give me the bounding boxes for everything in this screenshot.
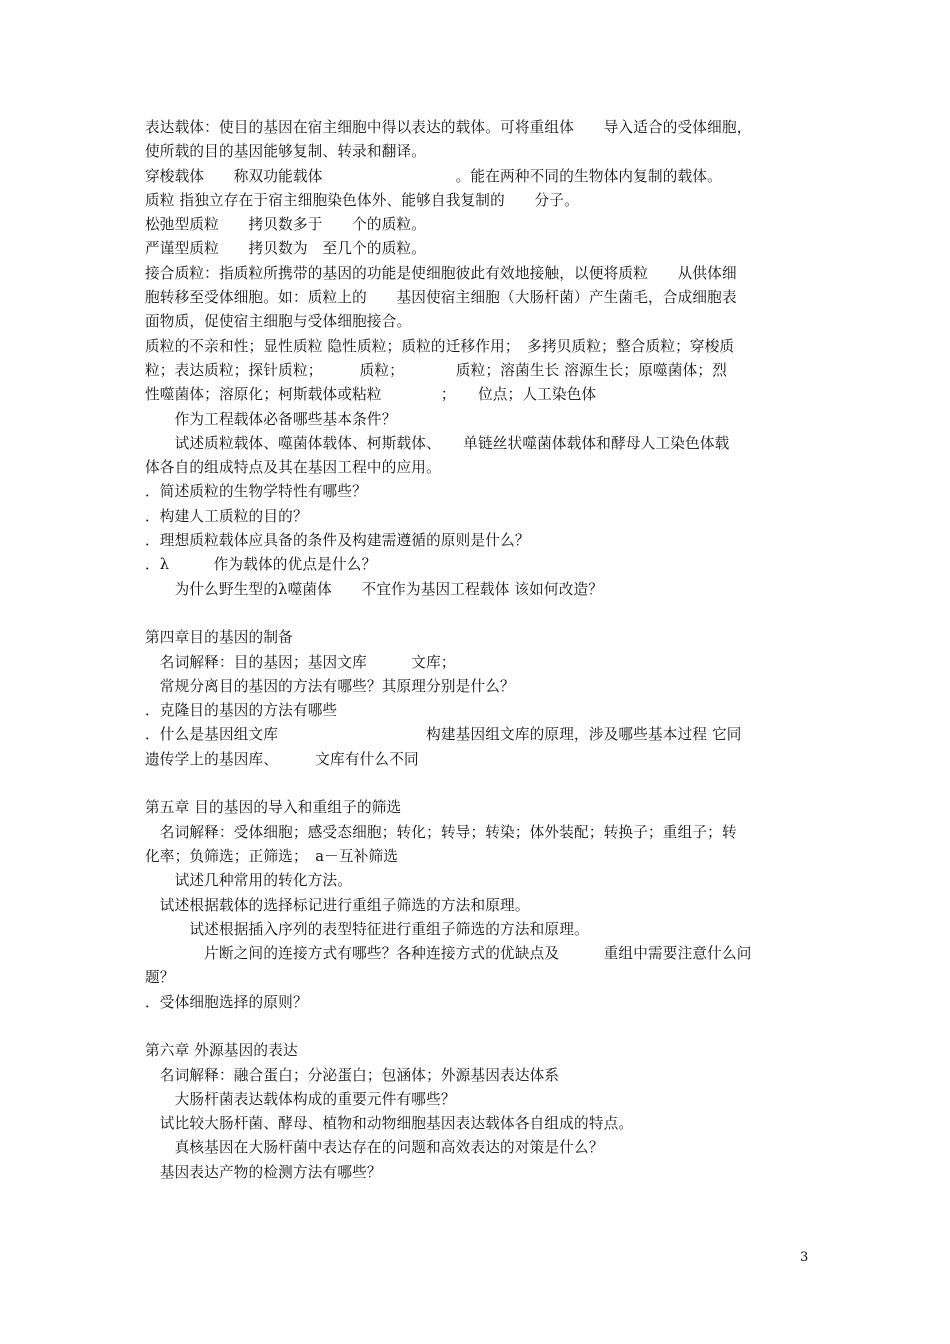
question-line: ．构建人工质粒的目的？ <box>145 507 308 525</box>
question-line: 名词解释：融合蛋白；分泌蛋白；包涵体；外源基因表达体系 <box>145 1066 560 1084</box>
question-line: 真核基因在大肠杆菌中表达存在的问题和高效表达的对策是什么？ <box>145 1139 604 1157</box>
text-line: 胞转移至受体细胞。如：质粒上的 基因使宿主细胞（大肠杆菌）产生菌毛，合成细胞表 <box>145 289 737 307</box>
question-line: 试述根据载体的选择标记进行重组子筛选的方法和原理。 <box>145 896 530 914</box>
blank-line <box>145 1015 810 1039</box>
page-number: 3 <box>800 1250 809 1265</box>
chapter-heading-4: 第四章目的基因的制备 <box>145 629 293 647</box>
question-line: 题？ <box>145 969 175 987</box>
question-line: 试述几种常用的转化方法。 <box>145 872 353 890</box>
question-line: 试述根据插入序列的表型特征进行重组子筛选的方法和原理。 <box>145 920 589 938</box>
question-line: 体各自的组成特点及其在基因工程中的应用。 <box>145 459 441 477</box>
question-line: ．什么是基因组文库 构建基因组文库的原理，涉及哪些基本过程 它同 <box>145 726 742 744</box>
blank-line <box>145 772 810 796</box>
question-line: ．λ 作为载体的优点是什么？ <box>145 556 377 574</box>
question-line: 为什么野生型的λ噬菌体 不宜作为基因工程载体 该如何改造？ <box>145 580 604 598</box>
text-line-term-list: 粒；表达质粒；探针质粒； 质粒； 质粒；溶菌生长 溶源生长；原噬菌体；烈 <box>145 361 727 379</box>
text-line: 使所载的目的基因能够复制、转录和翻译。 <box>145 143 427 161</box>
question-line: 大肠杆菌表达载体构成的重要元件有哪些？ <box>145 1090 456 1108</box>
question-line: 化率；负筛选；正筛选； a－互补筛选 <box>145 847 399 865</box>
question-line: 遗传学上的基因库、 文库有什么不同 <box>145 750 419 768</box>
question-line: 名词解释：目的基因；基因文库 文库； <box>145 653 456 671</box>
question-line: 试述质粒载体、噬菌体载体、柯斯载体、 单链丝状噬菌体载体和酵母人工染色体载 <box>145 434 730 452</box>
question-line: 常规分离目的基因的方法有哪些？其原理分别是什么？ <box>145 677 515 695</box>
text-line-shuttle-vector: 穿梭载体 称双功能载体 。能在两种不同的生物体内复制的载体。 <box>145 167 722 185</box>
question-line: 片断之间的连接方式有哪些？各种连接方式的优缺点及 重组中需要注意什么问 <box>145 945 752 963</box>
document-body <box>145 116 810 1185</box>
text-line-expression-vector: 表达载体：使目的基因在宿主细胞中得以表达的载体。可将重组体 导入适合的受体细胞， <box>145 119 752 136</box>
text-line-relaxed-plasmid: 松弛型质粒 拷贝数多于 个的质粒。 <box>145 216 427 234</box>
chapter-heading-6: 第六章 外源基因的表达 <box>145 1042 298 1060</box>
question-line: 试比较大肠杆菌、酵母、植物和动物细胞基因表达载体各自组成的特点。 <box>145 1115 634 1133</box>
text-line-plasmid: 质粒 指独立存在于宿主细胞染色体外、能够自我复制的 分子。 <box>145 191 579 209</box>
text-line-conjugative-plasmid: 接合质粒：指质粒所携带的基因的功能是使细胞彼此有效地接触，以便将质粒 从供体细 <box>145 264 737 282</box>
question-line: ．理想质粒载体应具备的条件及构建需遵循的原则是什么？ <box>145 532 530 550</box>
question-line: ．简述质粒的生物学特性有哪些？ <box>145 483 367 501</box>
text-line-term-list: 质粒的不亲和性；显性质粒 隐性质粒；质粒的迁移作用； 多拷贝质粒；整合质粒；穿梭质 <box>145 337 735 355</box>
question-line: 名词解释：受体细胞；感受态细胞；转化；转导；转染；体外装配；转换子；重组子；转 <box>145 823 737 841</box>
text-line: 面物质，促使宿主细胞与受体细胞接合。 <box>145 313 412 331</box>
question-line: ．受体细胞选择的原则？ <box>145 993 308 1011</box>
blank-line <box>145 602 810 626</box>
question-line: ．克隆目的基因的方法有哪些 <box>145 702 338 720</box>
question-line: 基因表达产物的检测方法有哪些？ <box>145 1163 382 1181</box>
question-line: 作为工程载体必备哪些基本条件？ <box>145 410 397 428</box>
text-line-stringent-plasmid: 严谨型质粒 拷贝数为 至几个的质粒。 <box>145 240 427 258</box>
text-line-term-list: 性噬菌体；溶原化；柯斯载体或粘粒 ； 位点；人工染色体 <box>145 386 597 404</box>
chapter-heading-5: 第五章 目的基因的导入和重组子的筛选 <box>145 799 402 817</box>
